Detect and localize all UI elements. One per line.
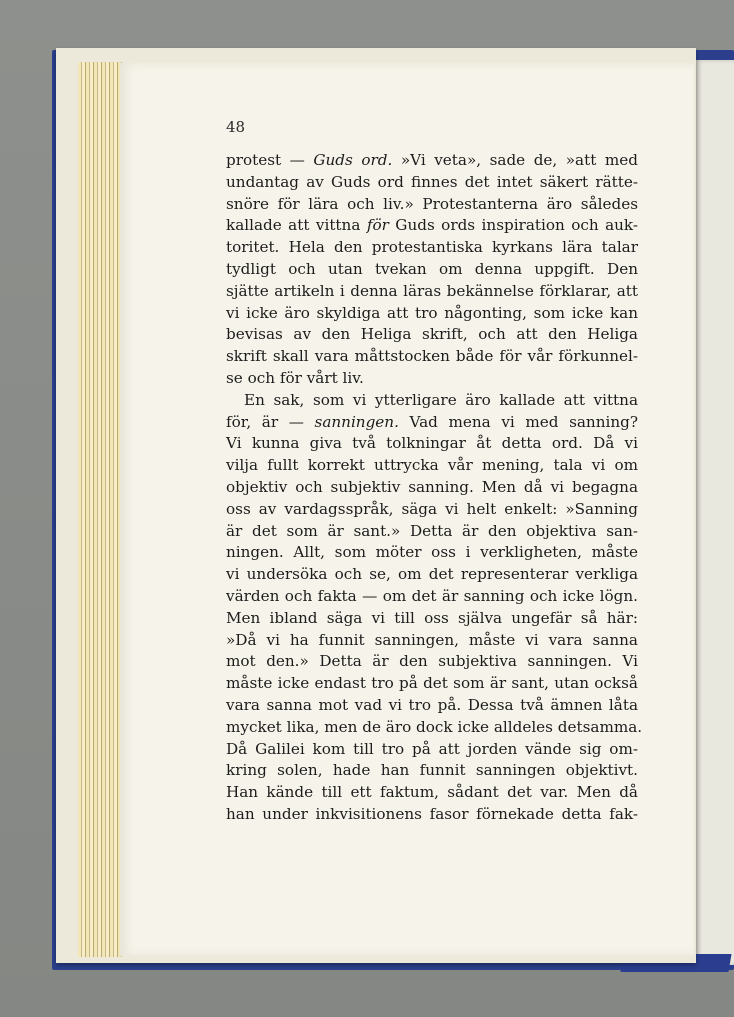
book-cover-inner bbox=[696, 60, 734, 965]
text-span: vi undersöka och se, om det representerar verkliga bbox=[226, 565, 638, 584]
text-line bbox=[226, 281, 638, 303]
text-line bbox=[226, 324, 638, 346]
text-line bbox=[226, 564, 638, 586]
text-span: vi icke äro skyldiga att tro någonting, som icke kan bbox=[226, 303, 638, 322]
text-span: Guds ords inspiration och auk- bbox=[388, 216, 638, 235]
italic-text: Guds ord. bbox=[313, 151, 393, 169]
text-span: oss av vardagsspråk, säga vi helt enkelt: »Sanning bbox=[226, 499, 638, 518]
text-span: tydligt och utan tvekan om denna uppgift. Den bbox=[226, 259, 638, 278]
text-span: mot den.» Detta är den subjektiva sanningen. Vi bbox=[226, 652, 638, 671]
text-span: han under inkvisitionens fasor förnekade detta fak- bbox=[226, 804, 638, 823]
text-line bbox=[226, 150, 638, 172]
text-line bbox=[226, 259, 638, 281]
text-span: toritet. Hela den protestantiska kyrkans lära talar bbox=[226, 238, 638, 257]
text-line bbox=[226, 651, 638, 673]
text-span: kring solen, hade han funnit sanningen objektivt. bbox=[226, 761, 638, 780]
text-span: protest — bbox=[226, 151, 314, 169]
text-line bbox=[226, 455, 638, 477]
text-span: ningen. Allt, som möter oss i verkligheten, måste bbox=[226, 543, 638, 562]
text-line bbox=[226, 521, 638, 543]
text-line bbox=[226, 499, 638, 521]
text-span: mycket lika, men de äro dock icke alldeles detsamma. bbox=[226, 717, 643, 736]
text-span: sjätte artikeln i denna läras bekännelse förklarar, att bbox=[226, 281, 638, 300]
text-span: bevisas av den Heliga skrift, och att den Heliga bbox=[226, 325, 638, 344]
text-line bbox=[226, 630, 638, 652]
page-number: 48 bbox=[226, 118, 246, 136]
text-line bbox=[226, 673, 638, 695]
italic-text: sanningen. bbox=[314, 412, 399, 431]
text-span: skrift skall vara måttstocken både för vår förkunnel- bbox=[226, 347, 638, 366]
text-span: se och för vårt liv. bbox=[226, 368, 364, 387]
body-text bbox=[226, 150, 643, 826]
text-span: objektiv och subjektiv sanning. Men då vi begagna bbox=[226, 477, 638, 496]
text-span: måste icke endast tro på det som är sant, utan också bbox=[226, 674, 638, 693]
text-line bbox=[226, 390, 638, 412]
text-span: kallade att vittna bbox=[226, 216, 367, 235]
text-span: är det som är sant.» Detta är den objektiva san- bbox=[226, 521, 638, 540]
text-line bbox=[226, 782, 638, 804]
text-line bbox=[226, 215, 638, 237]
text-line bbox=[226, 368, 638, 390]
text-line bbox=[226, 586, 638, 608]
text-line bbox=[226, 412, 638, 434]
text-line bbox=[226, 346, 638, 368]
text-line bbox=[226, 237, 638, 259]
text-span: för, är — bbox=[226, 412, 315, 431]
text-line bbox=[226, 717, 643, 739]
text-span: Vad mena vi med sanning? bbox=[398, 412, 638, 431]
text-span: Han kände till ett faktum, sådant det var. Men då bbox=[226, 783, 638, 802]
text-line bbox=[226, 477, 638, 499]
text-line bbox=[226, 172, 638, 194]
text-span: snöre för lära och liv.» Protestanterna äro således bbox=[226, 194, 638, 213]
text-line bbox=[226, 542, 638, 564]
text-line bbox=[226, 760, 638, 782]
text-span: vilja fullt korrekt uttrycka vår mening, tala vi om bbox=[226, 456, 638, 475]
text-span: undantag av Guds ord finnes det intet säkert rätte- bbox=[226, 172, 638, 191]
text-span: »Då vi ha funnit sanningen, måste vi vara sanna bbox=[226, 630, 638, 649]
text-line bbox=[226, 608, 638, 630]
text-span: vara sanna mot vad vi tro på. Dessa två ämnen låta bbox=[226, 695, 638, 714]
page-edges bbox=[78, 62, 122, 957]
text-line bbox=[226, 433, 638, 455]
italic-text: för bbox=[366, 216, 389, 235]
text-line bbox=[226, 804, 638, 826]
text-span: Vi kunna giva två tolkningar åt detta ord. Då vi bbox=[226, 434, 638, 453]
text-line bbox=[226, 739, 638, 761]
text-span: En sak, som vi ytterligare äro kallade att vittna bbox=[244, 390, 638, 409]
text-span: Då Galilei kom till tro på att jorden vände sig om- bbox=[226, 739, 638, 758]
text-line bbox=[226, 194, 638, 216]
text-span: värden och fakta — om det är sanning och icke lögn. bbox=[226, 586, 638, 605]
text-line bbox=[226, 695, 638, 717]
text-line bbox=[226, 303, 638, 325]
text-span: Men ibland säga vi till oss själva ungefär så här: bbox=[226, 608, 638, 627]
text-span: »Vi veta», sade de, »att med bbox=[392, 151, 638, 169]
